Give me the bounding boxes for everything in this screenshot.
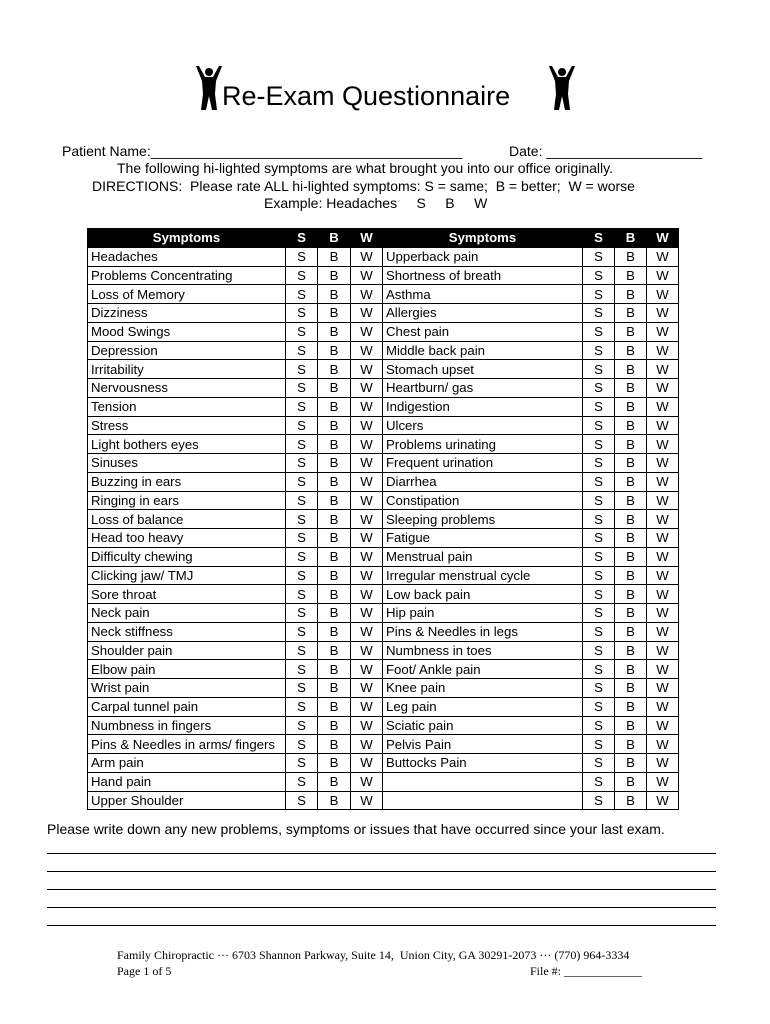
rating-option[interactable]: S (286, 304, 318, 323)
symptom-label: Middle back pain (383, 341, 583, 360)
rating-option[interactable]: W (647, 472, 679, 491)
rating-option[interactable]: S (286, 247, 318, 266)
table-row (88, 716, 679, 735)
rating-option[interactable]: B (318, 285, 351, 304)
rating-option[interactable]: B (318, 622, 351, 641)
rating-option[interactable]: B (318, 585, 351, 604)
rating-option[interactable]: B (318, 660, 351, 679)
table-row (88, 679, 679, 698)
symptom-label: Numbness in toes (383, 641, 583, 660)
symptom-label: Asthma (383, 285, 583, 304)
symptom-label (383, 791, 583, 810)
symptom-label: Loss of Memory (88, 285, 286, 304)
symptom-label: Clicking jaw/ TMJ (88, 566, 286, 585)
rating-option[interactable]: W (351, 247, 383, 266)
directions-text: DIRECTIONS: Please rate ALL hi-lighted symptoms: S = same; B = better; W = worse (92, 178, 635, 194)
rating-option[interactable]: W (351, 341, 383, 360)
rating-option[interactable]: W (647, 397, 679, 416)
rating-option[interactable]: W (351, 622, 383, 641)
symptom-label: Dizziness (88, 304, 286, 323)
table-row (88, 285, 679, 304)
rating-option[interactable]: S (286, 547, 318, 566)
rating-option[interactable]: B (615, 660, 647, 679)
intro-text: The following hi-lighted symptoms are what brought you into our office originally. (117, 160, 613, 176)
rating-option[interactable]: W (351, 754, 383, 773)
rating-option[interactable]: B (318, 735, 351, 754)
symptom-label: Ringing in ears (88, 491, 286, 510)
rating-option[interactable]: S (583, 247, 615, 266)
rating-option[interactable]: B (318, 679, 351, 698)
rating-option[interactable]: W (351, 735, 383, 754)
rating-option[interactable]: S (583, 322, 615, 341)
symptom-label: Hip pain (383, 604, 583, 623)
rating-option[interactable]: W (351, 379, 383, 398)
page-number: Page 1 of 5 (117, 964, 172, 978)
rating-option[interactable]: W (647, 604, 679, 623)
rating-option[interactable]: B (615, 604, 647, 623)
symptom-label: Constipation (383, 491, 583, 510)
rating-option[interactable]: W (647, 754, 679, 773)
write-in-line[interactable] (47, 853, 716, 854)
rating-option[interactable]: B (318, 416, 351, 435)
rating-option[interactable]: B (318, 454, 351, 473)
rating-option[interactable]: B (318, 529, 351, 548)
rating-option[interactable]: S (583, 622, 615, 641)
rating-option[interactable]: B (615, 397, 647, 416)
rating-option[interactable]: B (615, 529, 647, 548)
table-row (88, 397, 679, 416)
rating-option[interactable]: S (583, 529, 615, 548)
symptom-label: Problems urinating (383, 435, 583, 454)
rating-option[interactable]: S (286, 529, 318, 548)
title-area (0, 62, 770, 116)
table-row (88, 735, 679, 754)
rating-option[interactable]: B (318, 435, 351, 454)
symptom-label: Loss of balance (88, 510, 286, 529)
table-row (88, 379, 679, 398)
symptom-label (383, 772, 583, 791)
rating-column-header: B (318, 229, 351, 248)
symptom-label: Fatigue (383, 529, 583, 548)
symptom-label: Shoulder pain (88, 641, 286, 660)
rating-column-header: B (615, 229, 647, 248)
rating-option[interactable]: S (583, 735, 615, 754)
rating-option[interactable]: W (351, 566, 383, 585)
symptom-label: Stomach upset (383, 360, 583, 379)
symptom-label: Buttocks Pain (383, 754, 583, 773)
rating-option[interactable]: S (286, 510, 318, 529)
rating-option[interactable]: S (583, 266, 615, 285)
rating-option[interactable]: W (647, 660, 679, 679)
rating-option[interactable]: S (583, 472, 615, 491)
table-row (88, 360, 679, 379)
symptom-label: Tension (88, 397, 286, 416)
rating-option[interactable]: W (351, 641, 383, 660)
symptom-label: Elbow pain (88, 660, 286, 679)
rating-option[interactable]: S (583, 754, 615, 773)
rating-option[interactable]: W (351, 547, 383, 566)
rating-option[interactable]: B (318, 772, 351, 791)
symptom-label: Carpal tunnel pain (88, 697, 286, 716)
rating-option[interactable]: B (615, 791, 647, 810)
rating-option[interactable]: S (286, 641, 318, 660)
rating-column-header: W (647, 229, 679, 248)
rating-option[interactable]: S (583, 416, 615, 435)
rating-option[interactable]: S (583, 772, 615, 791)
rating-column-header: W (351, 229, 383, 248)
rating-option[interactable]: W (647, 491, 679, 510)
rating-option[interactable]: W (647, 247, 679, 266)
rating-option[interactable]: B (615, 435, 647, 454)
table-row (88, 247, 679, 266)
symptom-label: Upper Shoulder (88, 791, 286, 810)
rating-option[interactable]: W (647, 266, 679, 285)
table-row (88, 772, 679, 791)
rating-option[interactable]: B (615, 416, 647, 435)
rating-option[interactable]: W (351, 791, 383, 810)
symptom-label: Knee pain (383, 679, 583, 698)
symptom-label: Sinuses (88, 454, 286, 473)
rating-option[interactable]: S (583, 604, 615, 623)
stretching-person-icon (192, 64, 226, 112)
symptom-label: Sore throat (88, 585, 286, 604)
rating-option[interactable]: W (351, 397, 383, 416)
rating-option[interactable]: B (318, 754, 351, 773)
rating-option[interactable]: S (583, 360, 615, 379)
symptom-label: Irregular menstrual cycle (383, 566, 583, 585)
rating-option[interactable]: W (351, 454, 383, 473)
rating-option[interactable]: B (318, 247, 351, 266)
rating-option[interactable]: B (318, 791, 351, 810)
rating-option[interactable]: S (286, 716, 318, 735)
rating-option[interactable]: W (351, 679, 383, 698)
rating-option[interactable]: S (286, 735, 318, 754)
table-row (88, 435, 679, 454)
rating-option[interactable]: S (286, 379, 318, 398)
new-problems-prompt: Please write down any new problems, symptoms or issues that have occurred since your last exam. (47, 821, 665, 837)
rating-option[interactable]: B (615, 454, 647, 473)
rating-option[interactable]: B (615, 491, 647, 510)
rating-option[interactable]: W (351, 266, 383, 285)
rating-option[interactable]: S (583, 454, 615, 473)
rating-option[interactable]: S (583, 285, 615, 304)
rating-option[interactable]: B (615, 285, 647, 304)
symptom-label: Problems Concentrating (88, 266, 286, 285)
rating-option[interactable]: W (351, 416, 383, 435)
symptom-label: Pins & Needles in arms/ fingers (88, 735, 286, 754)
symptom-label: Pelvis Pain (383, 735, 583, 754)
rating-option[interactable]: S (583, 341, 615, 360)
rating-option[interactable]: B (615, 322, 647, 341)
symptom-label: Buzzing in ears (88, 472, 286, 491)
table-row (88, 266, 679, 285)
rating-option[interactable]: S (583, 679, 615, 698)
symptom-label: Nervousness (88, 379, 286, 398)
write-in-line[interactable] (47, 889, 716, 890)
table-row (88, 566, 679, 585)
symptom-label: Head too heavy (88, 529, 286, 548)
rating-option[interactable]: W (647, 585, 679, 604)
rating-option[interactable]: W (351, 491, 383, 510)
rating-option[interactable]: B (318, 360, 351, 379)
symptom-label: Mood Swings (88, 322, 286, 341)
rating-option[interactable]: S (583, 379, 615, 398)
rating-option[interactable]: S (583, 716, 615, 735)
table-row (88, 641, 679, 660)
rating-option[interactable]: W (647, 716, 679, 735)
rating-option[interactable]: B (615, 266, 647, 285)
symptom-label: Hand pain (88, 772, 286, 791)
rating-option[interactable]: S (286, 341, 318, 360)
rating-option[interactable]: B (318, 547, 351, 566)
rating-option[interactable]: W (351, 660, 383, 679)
rating-option[interactable]: B (615, 622, 647, 641)
rating-option[interactable]: S (583, 791, 615, 810)
rating-option[interactable]: S (286, 397, 318, 416)
symptom-label: Irritability (88, 360, 286, 379)
rating-option[interactable]: W (647, 379, 679, 398)
rating-option[interactable]: W (647, 285, 679, 304)
rating-option[interactable]: B (615, 772, 647, 791)
symptom-label: Light bothers eyes (88, 435, 286, 454)
rating-option[interactable]: W (647, 791, 679, 810)
symptom-label: Sleeping problems (383, 510, 583, 529)
rating-option[interactable]: W (647, 679, 679, 698)
rating-option[interactable]: S (583, 641, 615, 660)
rating-option[interactable]: W (351, 510, 383, 529)
rating-option[interactable]: B (615, 510, 647, 529)
table-row (88, 341, 679, 360)
rating-option[interactable]: B (615, 679, 647, 698)
symptom-label: Menstrual pain (383, 547, 583, 566)
rating-option[interactable]: S (286, 322, 318, 341)
rating-option[interactable]: B (615, 304, 647, 323)
rating-option[interactable]: S (286, 697, 318, 716)
rating-option[interactable]: W (647, 510, 679, 529)
rating-option[interactable]: S (286, 754, 318, 773)
symptom-label: Wrist pain (88, 679, 286, 698)
rating-option[interactable]: S (583, 660, 615, 679)
rating-option[interactable]: S (286, 660, 318, 679)
rating-option[interactable]: B (615, 641, 647, 660)
rating-option[interactable]: S (286, 604, 318, 623)
table-row (88, 754, 679, 773)
rating-option[interactable]: W (647, 529, 679, 548)
table-header-row (88, 229, 679, 248)
table-row (88, 622, 679, 641)
rating-option[interactable]: W (647, 322, 679, 341)
rating-option[interactable]: S (583, 566, 615, 585)
rating-option[interactable]: W (351, 604, 383, 623)
rating-option[interactable]: W (351, 472, 383, 491)
symptom-label: Allergies (383, 304, 583, 323)
write-in-line[interactable] (47, 871, 716, 872)
symptom-label: Frequent urination (383, 454, 583, 473)
symptom-label: Foot/ Ankle pain (383, 660, 583, 679)
rating-option[interactable]: W (351, 716, 383, 735)
rating-column-header: S (286, 229, 318, 248)
table-row (88, 454, 679, 473)
rating-option[interactable]: W (351, 435, 383, 454)
symptoms-column-header: Symptoms (383, 229, 583, 248)
stretching-person-icon (545, 64, 579, 112)
rating-option[interactable]: B (318, 304, 351, 323)
write-in-line[interactable] (47, 907, 716, 908)
rating-option[interactable]: W (647, 641, 679, 660)
file-number-field[interactable]: File #: _____________ (530, 964, 643, 978)
rating-option[interactable]: W (351, 585, 383, 604)
table-row (88, 322, 679, 341)
rating-option[interactable]: B (615, 754, 647, 773)
symptom-label: Pins & Needles in legs (383, 622, 583, 641)
rating-option[interactable]: S (286, 622, 318, 641)
rating-option[interactable]: W (351, 697, 383, 716)
symptom-label: Heartburn/ gas (383, 379, 583, 398)
rating-option[interactable]: B (318, 322, 351, 341)
rating-option[interactable]: W (351, 772, 383, 791)
rating-option[interactable]: W (647, 735, 679, 754)
symptom-label: Numbness in fingers (88, 716, 286, 735)
write-in-line[interactable] (47, 925, 716, 926)
symptom-label: Upperback pain (383, 247, 583, 266)
rating-option[interactable]: S (583, 491, 615, 510)
rating-option[interactable]: S (583, 510, 615, 529)
rating-option[interactable]: B (318, 491, 351, 510)
rating-option[interactable]: W (351, 529, 383, 548)
symptom-label: Depression (88, 341, 286, 360)
rating-option[interactable]: B (615, 247, 647, 266)
rating-option[interactable]: B (318, 397, 351, 416)
rating-option[interactable]: S (286, 791, 318, 810)
table-row (88, 529, 679, 548)
symptom-label: Neck pain (88, 604, 286, 623)
symptom-label: Diarrhea (383, 472, 583, 491)
footer-address: Family Chiropractic ··· 6703 Shannon Parkway, Suite 14, Union City, GA 30291-2073 ··· (770) 964-3334 (117, 948, 630, 962)
symptom-label: Low back pain (383, 585, 583, 604)
symptom-label: Stress (88, 416, 286, 435)
rating-option[interactable]: B (615, 360, 647, 379)
rating-option[interactable]: B (318, 604, 351, 623)
table-row (88, 547, 679, 566)
patient-name-field[interactable]: Patient Name:________________________________________ (62, 143, 463, 159)
example-text: Example: Headaches S B W (264, 195, 488, 211)
rating-option[interactable]: W (647, 566, 679, 585)
rating-option[interactable]: W (647, 435, 679, 454)
table-row (88, 604, 679, 623)
rating-option[interactable]: B (615, 379, 647, 398)
rating-option[interactable]: W (351, 285, 383, 304)
symptom-label: Shortness of breath (383, 266, 583, 285)
rating-option[interactable]: W (647, 341, 679, 360)
symptom-label: Arm pain (88, 754, 286, 773)
rating-option[interactable]: B (318, 472, 351, 491)
rating-option[interactable]: B (318, 716, 351, 735)
rating-option[interactable]: B (615, 566, 647, 585)
symptom-label: Difficulty chewing (88, 547, 286, 566)
rating-option[interactable]: S (286, 772, 318, 791)
rating-option[interactable]: W (647, 697, 679, 716)
symptom-label: Headaches (88, 247, 286, 266)
rating-option[interactable]: W (647, 360, 679, 379)
rating-option[interactable]: B (615, 472, 647, 491)
rating-option[interactable]: S (286, 491, 318, 510)
page-title: Re-Exam Questionnaire (222, 81, 511, 111)
symptom-label: Neck stiffness (88, 622, 286, 641)
rating-option[interactable]: B (318, 697, 351, 716)
rating-option[interactable]: S (583, 547, 615, 566)
symptoms-table (87, 228, 679, 810)
rating-option[interactable]: B (318, 341, 351, 360)
rating-option[interactable]: B (615, 547, 647, 566)
rating-option[interactable]: S (583, 435, 615, 454)
rating-option[interactable]: S (583, 585, 615, 604)
rating-option[interactable]: S (286, 454, 318, 473)
rating-option[interactable]: W (647, 416, 679, 435)
symptom-label: Chest pain (383, 322, 583, 341)
rating-option[interactable]: W (647, 304, 679, 323)
symptoms-column-header: Symptoms (88, 229, 286, 248)
rating-option[interactable]: B (318, 510, 351, 529)
rating-option[interactable]: B (615, 735, 647, 754)
rating-option[interactable]: B (615, 585, 647, 604)
table-row (88, 510, 679, 529)
rating-option[interactable]: B (615, 716, 647, 735)
rating-option[interactable]: S (583, 304, 615, 323)
rating-option[interactable]: S (286, 360, 318, 379)
table-row (88, 660, 679, 679)
rating-option[interactable]: S (583, 397, 615, 416)
rating-option[interactable]: B (318, 641, 351, 660)
date-field[interactable]: Date: ____________________ (509, 143, 703, 159)
rating-option[interactable]: S (286, 285, 318, 304)
rating-option[interactable]: S (286, 566, 318, 585)
rating-option[interactable]: B (615, 341, 647, 360)
rating-option[interactable]: B (318, 566, 351, 585)
rating-option[interactable]: S (286, 679, 318, 698)
rating-option[interactable]: S (286, 266, 318, 285)
rating-option[interactable]: S (286, 416, 318, 435)
rating-option[interactable]: W (647, 772, 679, 791)
rating-option[interactable]: W (647, 454, 679, 473)
table-row (88, 416, 679, 435)
rating-option[interactable]: S (286, 585, 318, 604)
rating-option[interactable]: W (351, 304, 383, 323)
rating-option[interactable]: B (318, 379, 351, 398)
rating-option[interactable]: B (615, 697, 647, 716)
rating-option[interactable]: B (318, 266, 351, 285)
symptom-label: Ulcers (383, 416, 583, 435)
table-row (88, 472, 679, 491)
rating-option[interactable]: W (351, 360, 383, 379)
symptom-label: Sciatic pain (383, 716, 583, 735)
table-row (88, 697, 679, 716)
rating-option[interactable]: S (286, 472, 318, 491)
symptom-label: Leg pain (383, 697, 583, 716)
rating-option[interactable]: S (286, 435, 318, 454)
table-row (88, 304, 679, 323)
table-row (88, 491, 679, 510)
rating-option[interactable]: S (583, 697, 615, 716)
rating-column-header: S (583, 229, 615, 248)
symptom-label: Indigestion (383, 397, 583, 416)
rating-option[interactable]: W (647, 622, 679, 641)
table-row (88, 791, 679, 810)
rating-option[interactable]: W (647, 547, 679, 566)
rating-option[interactable]: W (351, 322, 383, 341)
table-row (88, 585, 679, 604)
